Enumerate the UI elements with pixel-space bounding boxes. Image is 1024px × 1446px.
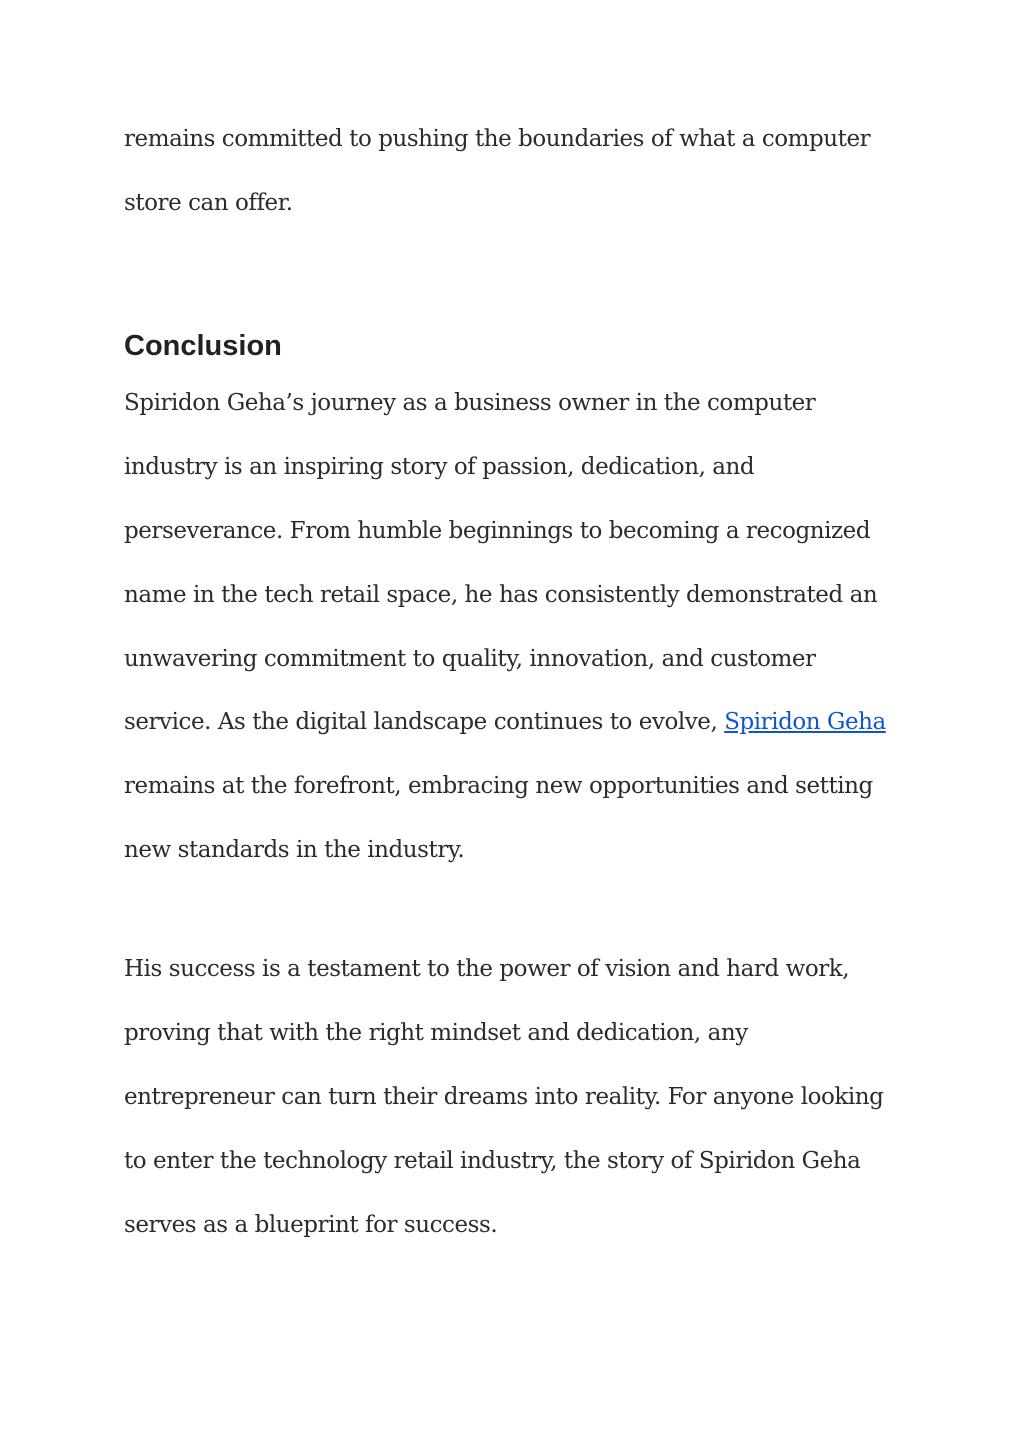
text-line: perseverance. From humble beginnings to becoming a recognized: [124, 518, 871, 544]
text-line: industry is an inspiring story of passion, dedication, and: [124, 454, 755, 480]
text-line: remains committed to pushing the boundaries of what a computer: [124, 126, 871, 152]
text-line: serves as a blueprint for success.: [124, 1212, 498, 1238]
text-line: His success is a testament to the power of vision and hard work,: [124, 956, 850, 982]
text-line: unwavering commitment to quality, innovation, and customer: [124, 646, 816, 672]
spiridon-geha-link[interactable]: Spiridon Geha: [724, 709, 886, 735]
text-line: Spiridon Geha’s journey as a business owner in the computer: [124, 390, 816, 416]
text-line: proving that with the right mindset and dedication, any: [124, 1020, 748, 1046]
link-line-prefix: service. As the digital landscape continues to evolve,: [124, 709, 725, 735]
text-line: new standards in the industry.: [124, 837, 465, 863]
text-line: store can offer.: [124, 190, 293, 216]
text-line: entrepreneur can turn their dreams into reality. For anyone looking: [124, 1084, 884, 1110]
text-line: to enter the technology retail industry, the story of Spiridon Geha: [124, 1148, 861, 1174]
text-line: remains at the forefront, embracing new opportunities and setting: [124, 773, 873, 799]
section-heading: Conclusion: [124, 330, 282, 362]
text-line: name in the tech retail space, he has consistently demonstrated an: [124, 582, 878, 608]
text-line-with-link: [124, 708, 886, 736]
